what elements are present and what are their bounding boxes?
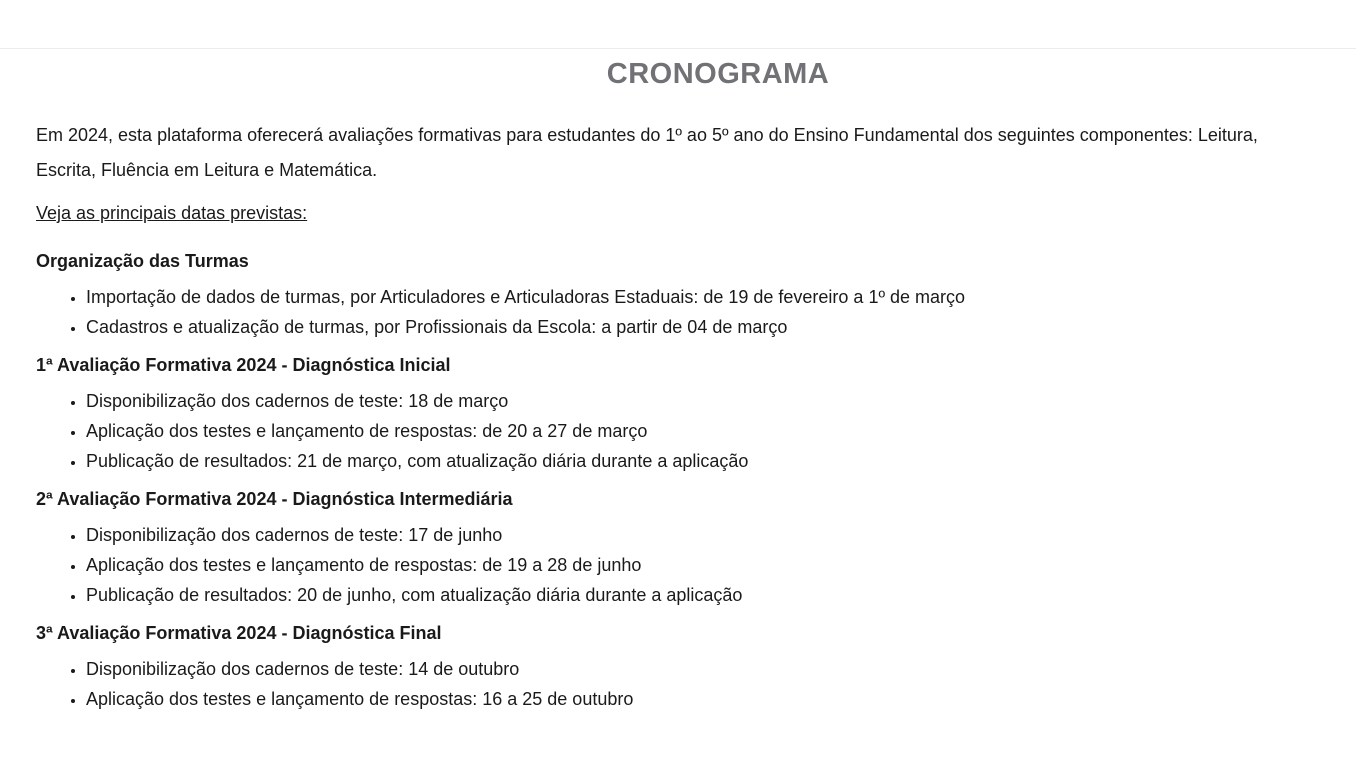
section-heading-organizacao-turmas: Organização das Turmas [36,251,249,271]
section-heading-diagnostica-final: 3ª Avaliação Formativa 2024 - Diagnóstica Final [36,623,442,643]
list-item: • Aplicação dos testes e lançamento de respostas: 16 a 25 de outubro [86,684,1356,714]
header-divider [0,48,1356,49]
list-item: • Aplicação dos testes e lançamento de respostas: de 19 a 28 de junho [86,550,1356,580]
list-item: • Disponibilização dos cadernos de teste: 17 de junho [86,520,1356,550]
list-item: • Disponibilização dos cadernos de teste: 18 de março [86,386,1356,416]
section-heading-diagnostica-intermediaria: 2ª Avaliação Formativa 2024 - Diagnóstica Intermediária [36,489,513,509]
intro-line-2: Escrita, Fluência em Leitura e Matemática. [36,160,378,180]
intro-paragraph [36,118,1356,188]
intro-line-1: Em 2024, esta plataforma oferecerá avaliações formativas para estudantes do 1º ao 5º ano do Ensino Fundamental dos seguintes componentes: Leitura, [36,125,1258,145]
list-item: • Aplicação dos testes e lançamento de respostas: de 20 a 27 de março [86,416,1356,446]
page-title: CRONOGRAMA [606,58,830,90]
list-item: • Importação de dados de turmas, por Articuladores e Articuladoras Estaduais: de 19 de fevereiro a 1º de março [86,282,1356,312]
list-item: • Disponibilização dos cadernos de teste: 14 de outubro [86,654,1356,684]
section-list-organizacao-turmas [36,282,1356,342]
section-list-diagnostica-final [36,654,1356,714]
list-item: • Publicação de resultados: 20 de junho, com atualização diária durante a aplicação [86,580,1356,610]
section-list-diagnostica-inicial [36,386,1356,476]
section-list-diagnostica-intermediaria [36,520,1356,610]
list-item: • Publicação de resultados: 21 de março, com atualização diária durante a aplicação [86,446,1356,476]
list-item: • Cadastros e atualização de turmas, por Profissionais da Escola: a partir de 04 de março [86,312,1356,342]
main-content [36,52,1356,714]
section-heading-diagnostica-inicial: 1ª Avaliação Formativa 2024 - Diagnóstica Inicial [36,355,451,375]
dates-lead-text: Veja as principais datas previstas: [36,203,308,223]
